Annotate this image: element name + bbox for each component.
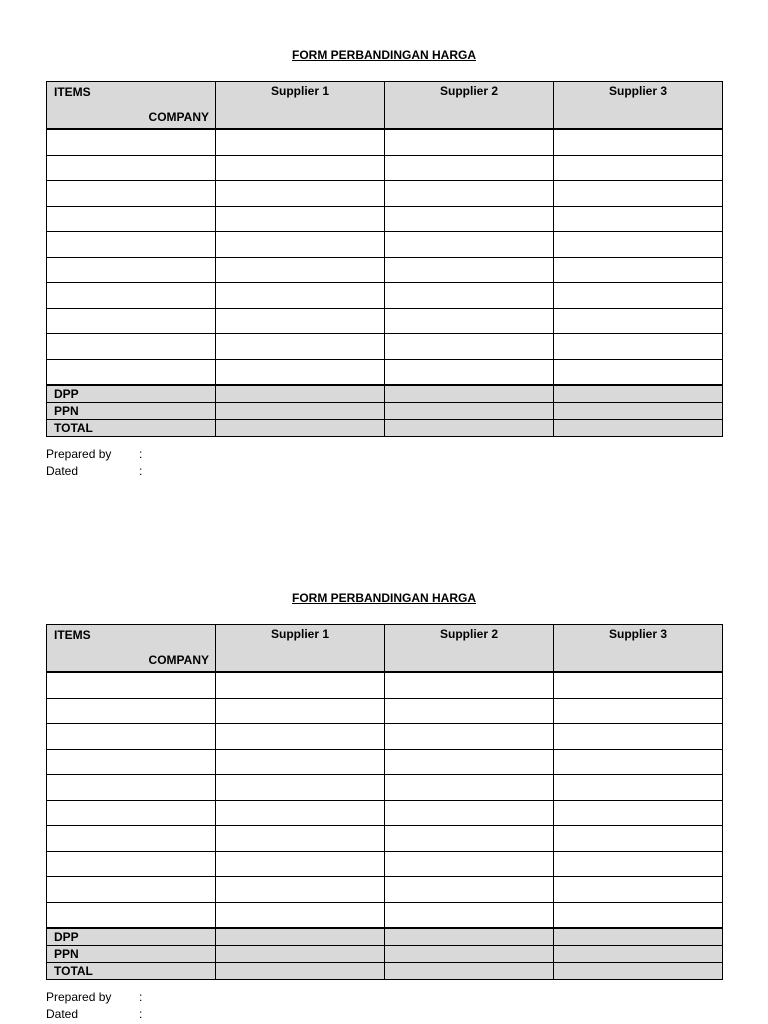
price-cell[interactable] bbox=[216, 877, 385, 903]
items-company-header bbox=[47, 625, 216, 673]
ppn-row bbox=[47, 946, 723, 963]
price-cell[interactable] bbox=[385, 902, 554, 928]
price-cell[interactable] bbox=[216, 851, 385, 877]
ppn-cell[interactable] bbox=[385, 403, 554, 420]
table-row bbox=[47, 129, 723, 155]
total-row bbox=[47, 963, 723, 980]
item-cell[interactable] bbox=[47, 359, 216, 385]
price-cell[interactable] bbox=[216, 308, 385, 334]
price-cell[interactable] bbox=[216, 206, 385, 232]
price-cell[interactable] bbox=[554, 308, 723, 334]
table-row bbox=[47, 334, 723, 360]
dpp-row bbox=[47, 385, 723, 403]
price-cell[interactable] bbox=[385, 775, 554, 801]
supplier-1-header: Supplier 1 bbox=[216, 625, 385, 673]
item-cell[interactable] bbox=[47, 775, 216, 801]
price-cell[interactable] bbox=[385, 851, 554, 877]
item-cell[interactable] bbox=[47, 155, 216, 181]
total-row bbox=[47, 420, 723, 437]
separator: : bbox=[139, 447, 143, 461]
supplier-2-header: Supplier 2 bbox=[385, 625, 554, 673]
form-footer bbox=[46, 989, 722, 1023]
total-cell[interactable] bbox=[385, 420, 554, 437]
dpp-cell[interactable] bbox=[554, 385, 723, 403]
price-cell[interactable] bbox=[554, 800, 723, 826]
price-cell[interactable] bbox=[554, 155, 723, 181]
table-row bbox=[47, 800, 723, 826]
price-cell[interactable] bbox=[216, 826, 385, 852]
table-header-row bbox=[47, 625, 723, 673]
price-cell[interactable] bbox=[385, 232, 554, 258]
table-row bbox=[47, 283, 723, 309]
form-title: FORM PERBANDINGAN HARGA bbox=[292, 591, 476, 605]
table-row bbox=[47, 155, 723, 181]
table-row bbox=[47, 181, 723, 207]
company-label: COMPANY bbox=[148, 110, 209, 124]
price-cell[interactable] bbox=[385, 800, 554, 826]
price-cell[interactable] bbox=[216, 181, 385, 207]
price-cell[interactable] bbox=[216, 129, 385, 155]
total-cell[interactable] bbox=[385, 963, 554, 980]
price-cell[interactable] bbox=[554, 826, 723, 852]
item-cell[interactable] bbox=[47, 206, 216, 232]
item-cell[interactable] bbox=[47, 851, 216, 877]
table-row bbox=[47, 902, 723, 928]
price-cell[interactable] bbox=[554, 283, 723, 309]
price-cell[interactable] bbox=[216, 800, 385, 826]
price-cell[interactable] bbox=[554, 851, 723, 877]
price-cell[interactable] bbox=[554, 257, 723, 283]
ppn-cell[interactable] bbox=[554, 946, 723, 963]
supplier-3-header: Supplier 3 bbox=[554, 625, 723, 673]
item-cell[interactable] bbox=[47, 129, 216, 155]
price-cell[interactable] bbox=[385, 749, 554, 775]
table-row bbox=[47, 257, 723, 283]
price-cell[interactable] bbox=[216, 359, 385, 385]
price-cell[interactable] bbox=[385, 359, 554, 385]
item-cell[interactable] bbox=[47, 257, 216, 283]
supplier-3-header: Supplier 3 bbox=[554, 82, 723, 130]
item-cell[interactable] bbox=[47, 181, 216, 207]
price-cell[interactable] bbox=[385, 181, 554, 207]
price-cell[interactable] bbox=[554, 724, 723, 750]
table-row bbox=[47, 308, 723, 334]
price-cell[interactable] bbox=[554, 359, 723, 385]
item-cell[interactable] bbox=[47, 877, 216, 903]
dpp-row bbox=[47, 928, 723, 946]
table-header-row bbox=[47, 82, 723, 130]
price-cell[interactable] bbox=[216, 672, 385, 698]
dated-label: Dated bbox=[46, 1007, 79, 1021]
supplier-1-header: Supplier 1 bbox=[216, 82, 385, 130]
dpp-cell[interactable] bbox=[385, 385, 554, 403]
table-row bbox=[47, 749, 723, 775]
table-row bbox=[47, 826, 723, 852]
total-label: TOTAL bbox=[47, 420, 216, 437]
price-cell[interactable] bbox=[554, 232, 723, 258]
dpp-label: DPP bbox=[47, 385, 216, 403]
item-cell[interactable] bbox=[47, 749, 216, 775]
item-cell[interactable] bbox=[47, 698, 216, 724]
price-cell[interactable] bbox=[554, 902, 723, 928]
price-cell[interactable] bbox=[216, 232, 385, 258]
price-cell[interactable] bbox=[385, 129, 554, 155]
supplier-2-header: Supplier 2 bbox=[385, 82, 554, 130]
price-cell[interactable] bbox=[385, 206, 554, 232]
price-cell[interactable] bbox=[216, 775, 385, 801]
items-label: ITEMS bbox=[54, 85, 91, 99]
prepared-by-line bbox=[46, 446, 722, 463]
price-cell[interactable] bbox=[385, 877, 554, 903]
total-cell[interactable] bbox=[216, 420, 385, 437]
price-cell[interactable] bbox=[216, 902, 385, 928]
price-cell[interactable] bbox=[554, 775, 723, 801]
item-cell[interactable] bbox=[47, 334, 216, 360]
table-row bbox=[47, 724, 723, 750]
dpp-label: DPP bbox=[47, 928, 216, 946]
company-label: COMPANY bbox=[148, 653, 209, 667]
price-cell[interactable] bbox=[554, 672, 723, 698]
table-row bbox=[47, 672, 723, 698]
item-cell[interactable] bbox=[47, 672, 216, 698]
ppn-cell[interactable] bbox=[554, 403, 723, 420]
separator: : bbox=[139, 990, 143, 1004]
total-cell[interactable] bbox=[554, 963, 723, 980]
item-cell[interactable] bbox=[47, 232, 216, 258]
price-cell[interactable] bbox=[554, 334, 723, 360]
items-label: ITEMS bbox=[54, 628, 91, 642]
items-company-header bbox=[47, 82, 216, 130]
total-label: TOTAL bbox=[47, 963, 216, 980]
price-cell[interactable] bbox=[554, 698, 723, 724]
price-cell[interactable] bbox=[554, 206, 723, 232]
separator: : bbox=[139, 464, 143, 478]
price-cell[interactable] bbox=[216, 257, 385, 283]
form-footer bbox=[46, 446, 722, 480]
dated-line bbox=[46, 463, 722, 480]
comparison-form-1 bbox=[46, 46, 722, 480]
price-cell[interactable] bbox=[554, 749, 723, 775]
table-row bbox=[47, 775, 723, 801]
price-cell[interactable] bbox=[216, 698, 385, 724]
price-cell[interactable] bbox=[385, 698, 554, 724]
dpp-cell[interactable] bbox=[216, 385, 385, 403]
price-cell[interactable] bbox=[216, 749, 385, 775]
price-cell[interactable] bbox=[385, 155, 554, 181]
table-row bbox=[47, 877, 723, 903]
ppn-cell[interactable] bbox=[385, 946, 554, 963]
item-cell[interactable] bbox=[47, 800, 216, 826]
dpp-cell[interactable] bbox=[216, 928, 385, 946]
prepared-by-label: Prepared by bbox=[46, 447, 112, 461]
item-cell[interactable] bbox=[47, 902, 216, 928]
item-cell[interactable] bbox=[47, 308, 216, 334]
prepared-by-label: Prepared by bbox=[46, 990, 112, 1004]
dpp-cell[interactable] bbox=[385, 928, 554, 946]
table-row bbox=[47, 359, 723, 385]
price-cell[interactable] bbox=[554, 181, 723, 207]
ppn-label: PPN bbox=[47, 403, 216, 420]
total-cell[interactable] bbox=[554, 420, 723, 437]
item-cell[interactable] bbox=[47, 283, 216, 309]
table-row bbox=[47, 698, 723, 724]
separator: : bbox=[139, 1007, 143, 1021]
price-cell[interactable] bbox=[554, 129, 723, 155]
dpp-cell[interactable] bbox=[554, 928, 723, 946]
price-comparison-table bbox=[46, 624, 723, 980]
dated-label: Dated bbox=[46, 464, 79, 478]
price-cell[interactable] bbox=[385, 672, 554, 698]
price-cell[interactable] bbox=[385, 257, 554, 283]
price-cell[interactable] bbox=[216, 334, 385, 360]
price-cell[interactable] bbox=[554, 877, 723, 903]
price-comparison-table bbox=[46, 81, 723, 437]
table-row bbox=[47, 232, 723, 258]
price-cell[interactable] bbox=[385, 283, 554, 309]
price-cell[interactable] bbox=[216, 724, 385, 750]
total-cell[interactable] bbox=[216, 963, 385, 980]
price-cell[interactable] bbox=[385, 826, 554, 852]
prepared-by-line bbox=[46, 989, 722, 1006]
item-cell[interactable] bbox=[47, 826, 216, 852]
price-cell[interactable] bbox=[216, 155, 385, 181]
ppn-cell[interactable] bbox=[216, 946, 385, 963]
dated-line bbox=[46, 1006, 722, 1023]
table-row bbox=[47, 851, 723, 877]
form-title: FORM PERBANDINGAN HARGA bbox=[292, 48, 476, 62]
item-cell[interactable] bbox=[47, 724, 216, 750]
comparison-form-2 bbox=[46, 589, 722, 1023]
ppn-row bbox=[47, 403, 723, 420]
price-cell[interactable] bbox=[385, 334, 554, 360]
price-cell[interactable] bbox=[385, 724, 554, 750]
table-row bbox=[47, 206, 723, 232]
price-cell[interactable] bbox=[216, 283, 385, 309]
ppn-label: PPN bbox=[47, 946, 216, 963]
price-cell[interactable] bbox=[385, 308, 554, 334]
ppn-cell[interactable] bbox=[216, 403, 385, 420]
